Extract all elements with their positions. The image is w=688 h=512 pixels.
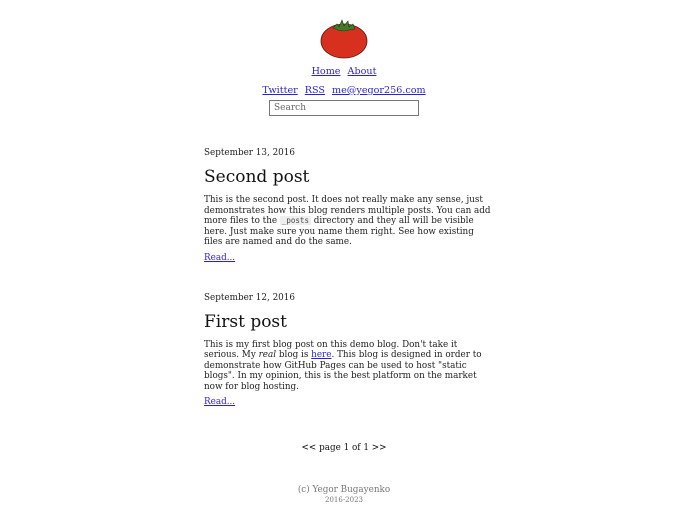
primary-nav [0, 65, 688, 79]
secondary-nav [0, 84, 688, 98]
rss-link[interactable]: RSS [304, 85, 325, 96]
site-footer [0, 485, 688, 505]
site-header [0, 0, 688, 116]
post-item [204, 148, 494, 263]
post-excerpt-text: . This blog is designed in order to demonstrate how GitHub Pages can be used to host "static blogs". In my opinion, this is the best platform on the market now for blog hosting. [204, 350, 482, 392]
copyright-years: 2016-2023 [325, 496, 363, 504]
tomato-icon[interactable] [319, 16, 369, 60]
nav-about-link[interactable]: About [347, 66, 377, 77]
here-link[interactable]: here [311, 350, 332, 360]
read-more-link[interactable]: Read... [204, 397, 236, 407]
post-excerpt-text: blog is [276, 350, 312, 360]
post-excerpt [204, 340, 494, 393]
posts-dir-code: _posts [281, 216, 309, 225]
copyright: (c) Yegor Bugayenko [297, 485, 391, 495]
post-list [194, 148, 494, 407]
post-date: September 13, 2016 [204, 148, 295, 158]
email-link[interactable]: me@yegor256.com [332, 85, 426, 96]
post-item [204, 293, 494, 408]
pagination: << page 1 of 1 >> [301, 443, 387, 453]
post-excerpt-text: This is the second post. It does not really make any sense, just demonstrates how this blog renders multiple posts. You can add more files to the [204, 195, 491, 226]
post-excerpt-text: directory and they all will be visible here. Just make sure you name them right. See how existing files are named and do the same. [204, 216, 474, 247]
post-excerpt-text: This is my first blog post on this demo blog. Don't take it serious. My [204, 339, 458, 360]
nav-home-link[interactable]: Home [311, 66, 341, 77]
read-more-link[interactable]: Read... [204, 252, 236, 263]
post-title: First post [204, 311, 287, 332]
search-input[interactable] [269, 100, 419, 116]
twitter-link[interactable]: Twitter [262, 85, 298, 96]
post-title: Second post [204, 167, 310, 187]
post-excerpt [204, 195, 494, 248]
post-date: September 12, 2016 [204, 292, 295, 303]
emphasis-text: real [258, 350, 277, 360]
